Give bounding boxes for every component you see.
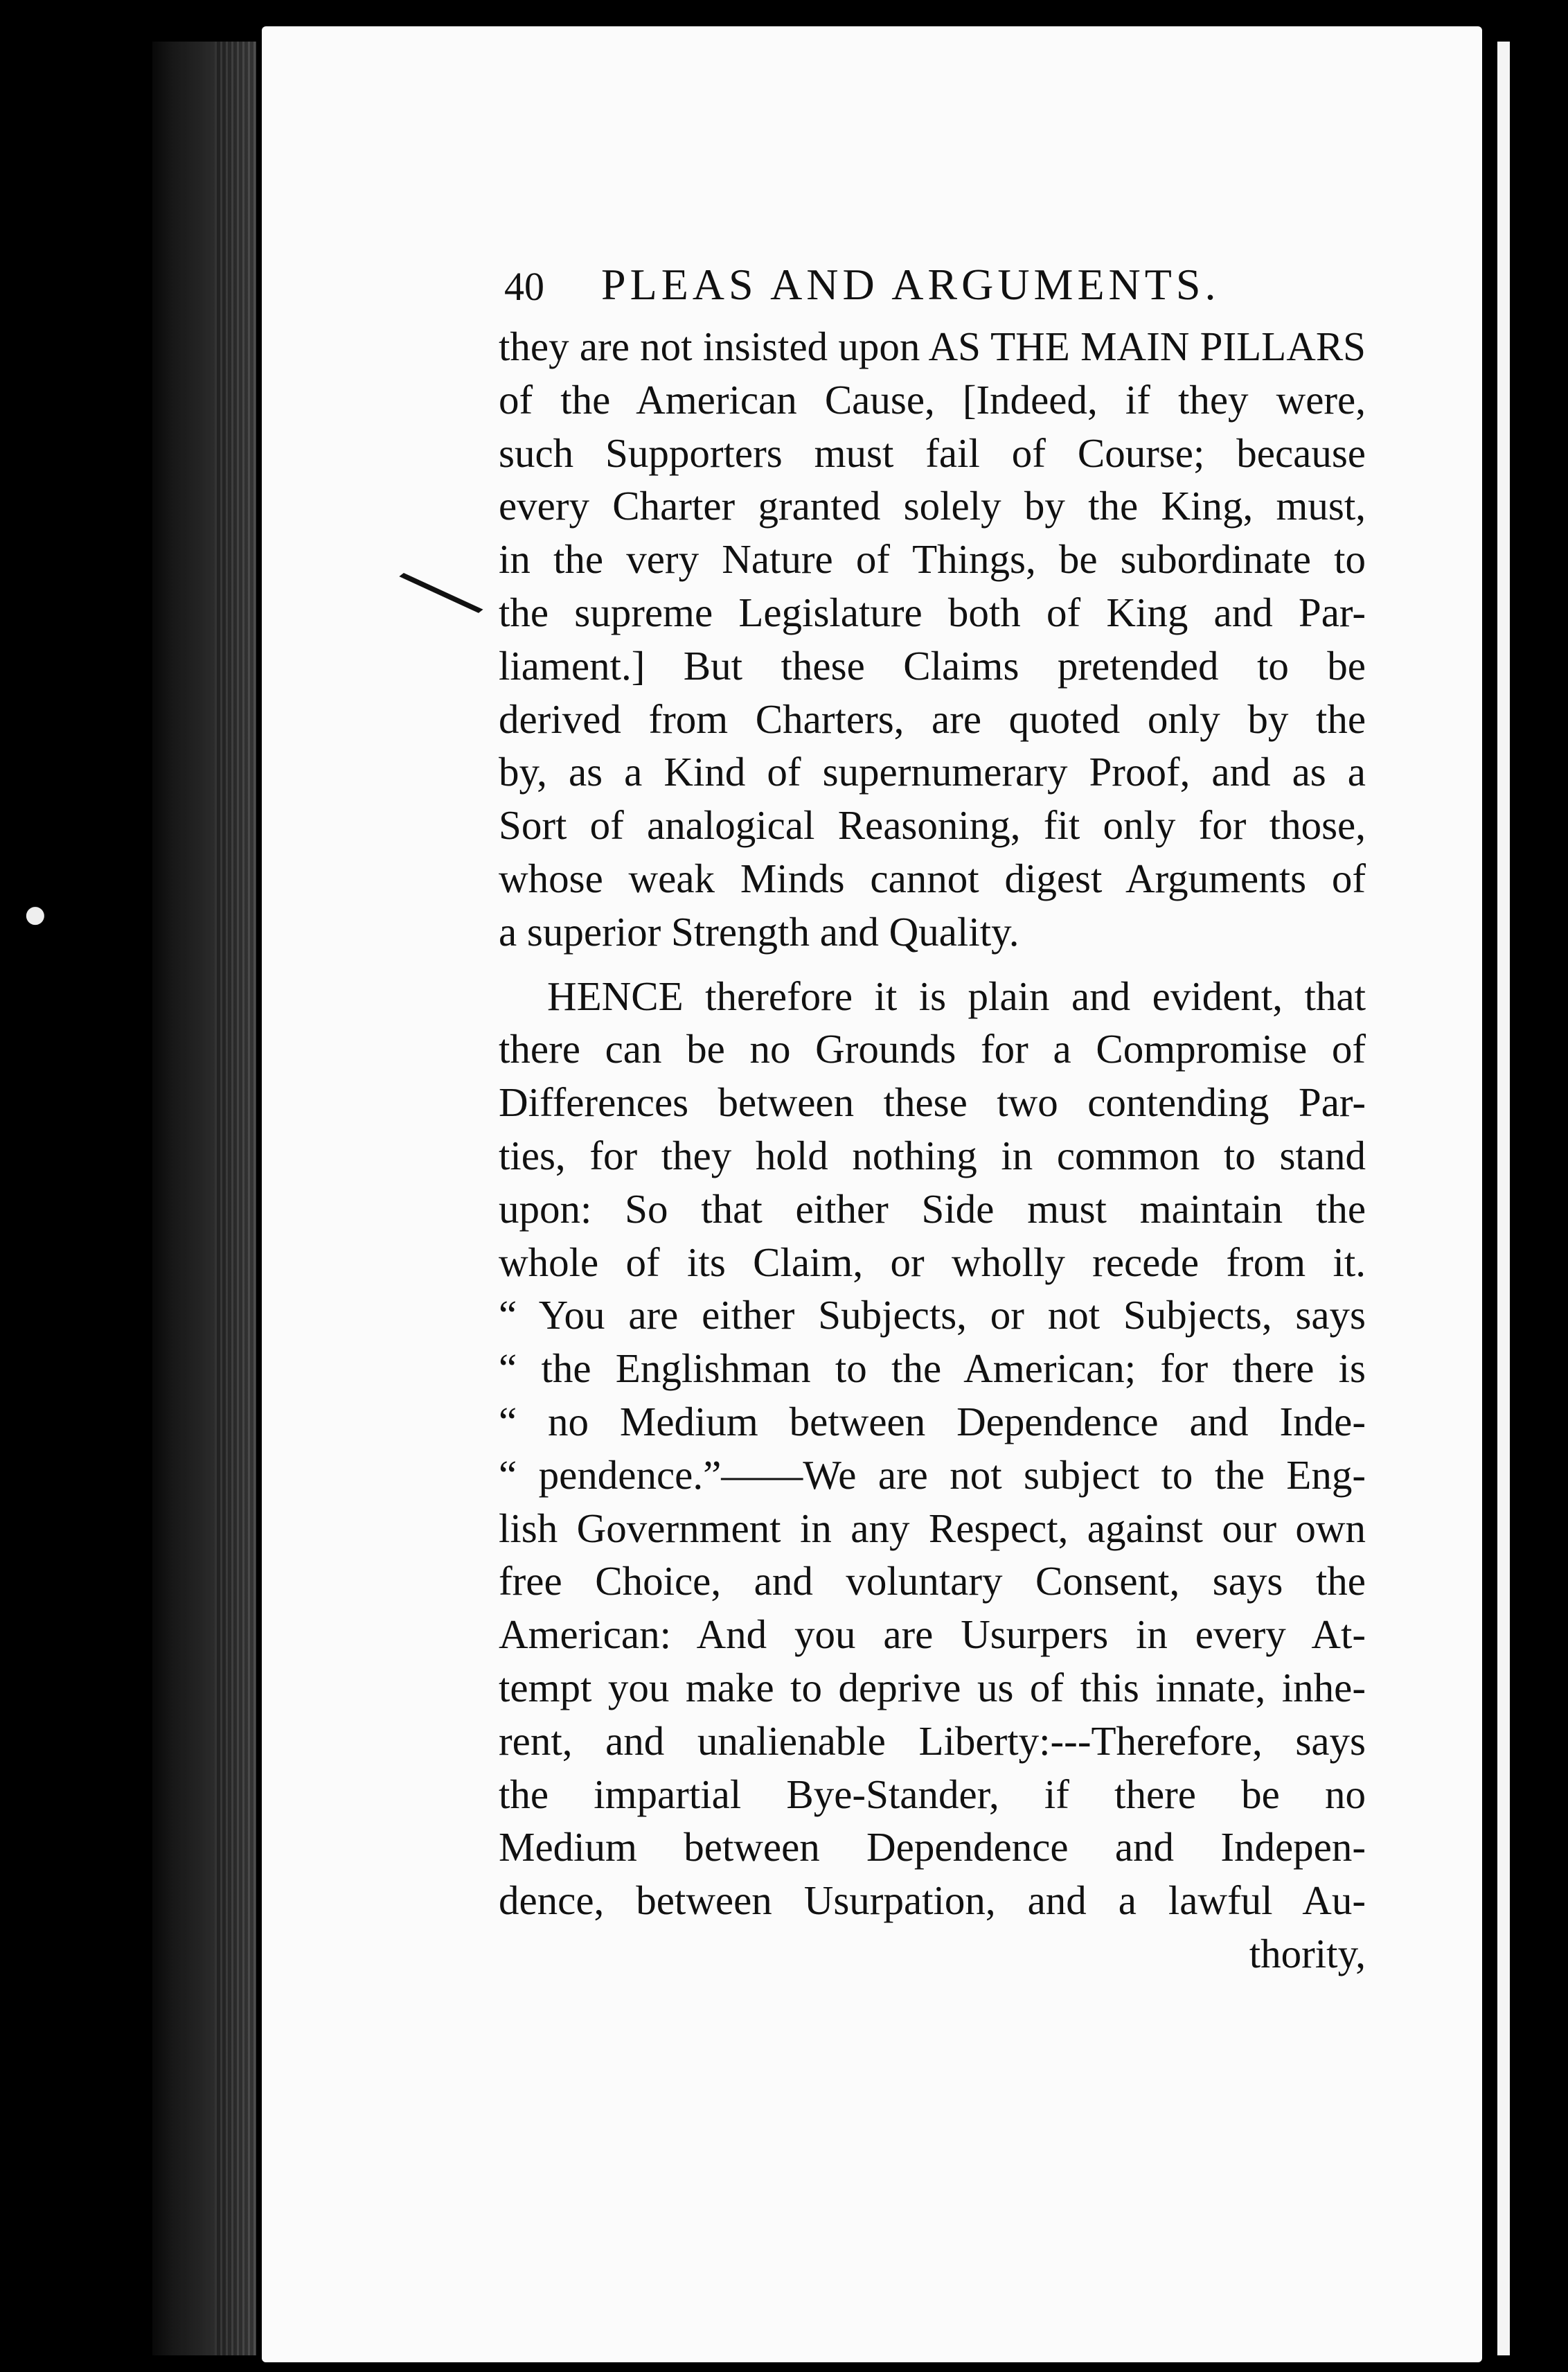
- text-line: such Supporters must fail of Course; because: [499, 430, 1366, 476]
- margin-pencil-stroke: ╲: [401, 550, 481, 636]
- text-line: “ pendence.”——We are not subject to the Eng-: [499, 1451, 1366, 1498]
- paragraph-first-line: HENCE therefore it is plain and evident, that: [547, 973, 1366, 1019]
- text-line: every Charter granted solely by the King, must,: [499, 483, 1366, 529]
- text-line: there can be no Grounds for a Compromise of: [499, 1026, 1366, 1072]
- running-head: [504, 259, 1356, 315]
- text-line: tempt you make to deprive us of this innate, inhe-: [499, 1664, 1366, 1710]
- text-line: the impartial Bye-Stander, if there be no: [499, 1771, 1366, 1817]
- catchword: thority,: [1249, 1930, 1366, 1976]
- text-line: of the American Cause, [Indeed, if they were,: [499, 376, 1366, 423]
- text-line: ties, for they hold nothing in common to stand: [499, 1132, 1366, 1178]
- binding-speck-mark: ●: [25, 901, 46, 928]
- text-line: lish Government in any Respect, against our own: [499, 1505, 1366, 1551]
- text-line: free Choice, and voluntary Consent, says the: [499, 1558, 1366, 1604]
- text-line: whose weak Minds cannot digest Arguments of: [499, 855, 1366, 901]
- text-line: by, as a Kind of supernumerary Proof, and as a: [499, 749, 1366, 795]
- text-line: upon: So that either Side must maintain the: [499, 1185, 1366, 1232]
- text-line: “ You are either Subjects, or not Subjects, says: [499, 1292, 1366, 1338]
- text-line: derived from Charters, are quoted only by the: [499, 696, 1366, 742]
- text-line: Sort of analogical Reasoning, fit only for those,: [499, 802, 1366, 849]
- text-line: liament.] But these Claims pretended to be: [499, 642, 1366, 689]
- book-binding-edge: [152, 42, 256, 2355]
- text-line: American: And you are Usurpers in every At-: [499, 1611, 1366, 1658]
- text-line: “ no Medium between Dependence and Inde-: [499, 1398, 1366, 1444]
- text-line: dence, between Usurpation, and a lawful Au-: [499, 1877, 1366, 1924]
- text-line: whole of its Claim, or wholly recede from it.: [499, 1239, 1366, 1285]
- text-line: the supreme Legislature both of King and Par-: [499, 589, 1366, 635]
- facing-page-edge: [1497, 42, 1510, 2355]
- text-line: Differences between these two contending Par-: [499, 1079, 1366, 1126]
- text-line: “ the Englishman to the American; for there is: [499, 1345, 1366, 1392]
- text-line: rent, and unalienable Liberty:---Therefore, says: [499, 1717, 1366, 1764]
- body-text: [499, 320, 1366, 1981]
- text-line: Medium between Dependence and Indepen-: [499, 1824, 1366, 1870]
- text-line: a superior Strength and Quality.: [499, 908, 1019, 955]
- text-line: in the very Nature of Things, be subordinate to: [499, 536, 1366, 583]
- running-title: PLEAS AND ARGUMENTS.: [601, 260, 1220, 309]
- page-number: 40: [504, 264, 544, 309]
- text-line: they are not insisted upon AS THE MAIN PILLARS: [499, 324, 1366, 369]
- paragraph-gap: [499, 959, 1366, 970]
